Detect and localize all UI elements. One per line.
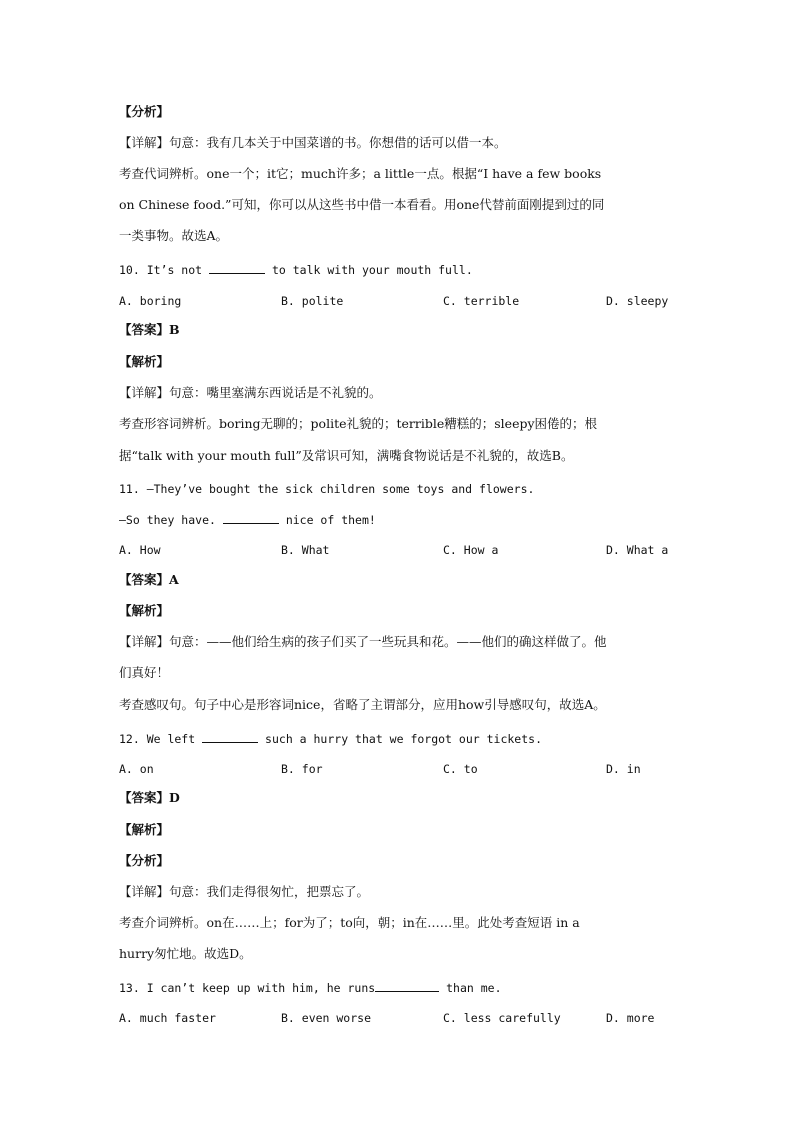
q11-option-c: C. How a	[443, 543, 499, 557]
q10-explanation-line2: 据“talk with your mouth full”及常识可知，满嘴食物说话是不礼貌的，故选B。	[119, 448, 574, 463]
answer-blank	[202, 731, 258, 743]
q13-option-a: A. much faster	[119, 1011, 216, 1025]
question-12-stem-a: 12. We left	[119, 732, 196, 746]
q13-option-c: C. less carefully	[443, 1011, 561, 1025]
q12-fenxi-heading: 【分析】	[119, 853, 170, 868]
q10-option-d: D. sleepy	[606, 294, 669, 308]
detail-q9: 【详解】句意：我有几本关于中国菜谱的书。你想借的话可以借一本。	[119, 135, 507, 150]
question-11-line1: 11. —They’ve bought the sick children some toys and flowers.	[119, 482, 535, 496]
q11-analysis-heading: 【解析】	[119, 603, 170, 618]
q10-analysis-heading: 【解析】	[119, 354, 170, 369]
q13-option-b: B. even worse	[281, 1011, 372, 1025]
explanation-q9-line1: 考查代词辨析。one一个；it它；much许多；a little一点。根据“I have a few books	[119, 166, 602, 181]
q12-option-b: B. for	[281, 762, 323, 776]
question-11-stem-a: —So they have.	[119, 513, 216, 527]
q12-detail: 【详解】句意：我们走得很匆忙，把票忘了。	[119, 884, 370, 899]
analysis-heading: 【分析】	[119, 104, 170, 119]
q10-detail: 【详解】句意：嘴里塞满东西说话是不礼貌的。	[119, 385, 382, 400]
question-13-stem-b: than me.	[446, 981, 502, 995]
q10-explanation-line1: 考查形容词辨析。boring无聊的；polite礼貌的；terrible糟糕的；sleepy困倦的；根	[119, 416, 598, 431]
question-11-line2	[119, 512, 679, 528]
question-11-stem-b: nice of them!	[285, 513, 376, 527]
q11-answer: 【答案】A	[119, 572, 179, 587]
q10-option-c: C. terrible	[443, 294, 520, 308]
q12-analysis-heading: 【解析】	[119, 822, 170, 837]
q12-option-c: C. to	[443, 762, 478, 776]
q10-option-b: B. polite	[281, 294, 344, 308]
q12-explanation-line2: hurry匆忙地。故选D。	[119, 946, 252, 961]
q12-explanation-line1: 考查介词辨析。on在……上；for为了；to向，朝；in在……里。此处考查短语 in a	[119, 915, 580, 930]
question-13	[119, 980, 679, 996]
question-13-stem-a: 13. I can’t keep up with him, he runs	[119, 981, 376, 995]
q11-detail-line1: 【详解】句意：——他们给生病的孩子们买了一些玩具和花。——他们的确这样做了。他	[119, 634, 607, 649]
explanation-q9-line2: on Chinese food.”可知，你可以从这些书中借一本看看。用one代替前面刚提到过的同	[119, 197, 605, 212]
q11-option-d: D. What a	[606, 543, 669, 557]
q12-option-d: D. in	[606, 762, 641, 776]
q11-option-a: A. How	[119, 543, 161, 557]
q12-option-a: A. on	[119, 762, 154, 776]
question-12-stem-b: such a hurry that we forgot our tickets.	[265, 732, 542, 746]
explanation-q9-line3: 一类事物。故选A。	[119, 228, 229, 243]
q11-option-b: B. What	[281, 543, 330, 557]
question-10-stem-b: to talk with your mouth full.	[271, 263, 473, 277]
q10-answer: 【答案】B	[119, 322, 180, 337]
q11-explanation: 考查感叹句。句子中心是形容词nice，省略了主谓部分，应用how引导感叹句，故选A。	[119, 697, 606, 712]
answer-blank	[209, 262, 265, 274]
answer-blank	[223, 512, 279, 524]
question-12	[119, 731, 679, 747]
q13-option-d: D. more	[606, 1011, 655, 1025]
answer-blank	[375, 980, 439, 992]
question-10	[119, 262, 679, 278]
q12-answer: 【答案】D	[119, 790, 180, 805]
q10-option-a: A. boring	[119, 294, 182, 308]
question-10-stem-a: 10. It’s not	[119, 263, 203, 277]
q11-detail-line2: 们真好！	[119, 665, 170, 680]
